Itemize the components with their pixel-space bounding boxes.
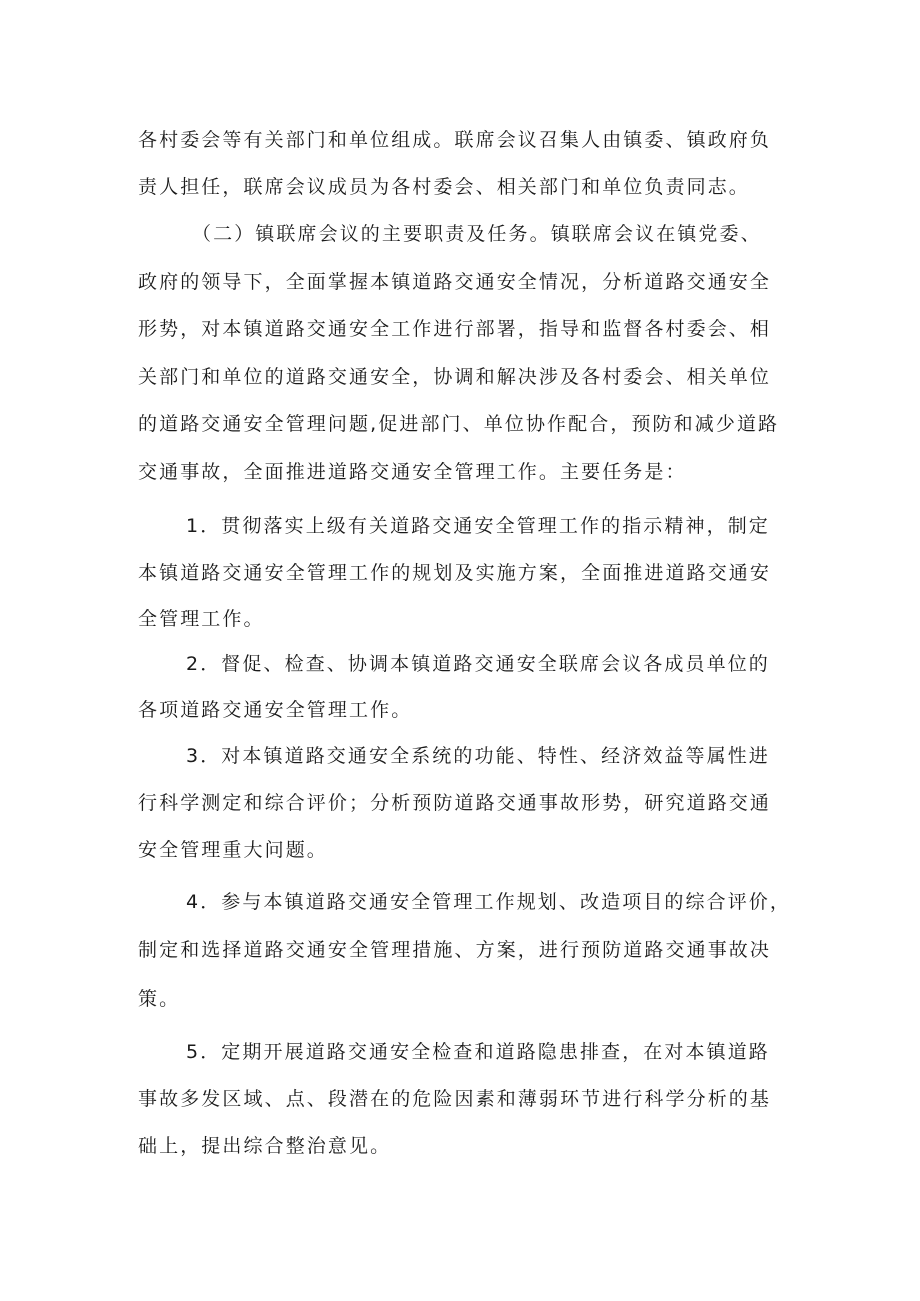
text-line: 政府的领导下，全面掌握本镇道路交通安全情况，分析道路交通安全 [138,271,772,293]
text-line: 各项道路交通安全管理工作。 [138,699,413,721]
text-line: 制定和选择道路交通安全管理措施、方案，进行预防道路交通事故决 [138,939,772,961]
text-line: （二）镇联席会议的主要职责及任务。镇联席会议在镇党委、 [192,223,762,245]
text-line: 础上，提出综合整治意见。 [138,1135,392,1157]
text-line: 全管理工作。 [138,608,265,630]
text-line: 责人担任，联席会议成员为各村委会、相关部门和单位负责同志。 [138,176,750,198]
text-line: 4．参与本镇道路交通安全管理工作规划、改造项目的综合评价， [186,891,791,913]
text-line: 形势，对本镇道路交通安全工作进行部署，指导和监督各村委会、相 [138,318,772,340]
text-line: 关部门和单位的道路交通安全，协调和解决涉及各村委会、相关单位 [138,366,772,388]
text-line: 策。 [138,988,181,1010]
text-line: 的道路交通安全管理问题,促进部门、单位协作配合，预防和减少道路 [138,413,780,435]
text-line: 事故多发区域、点、段潜在的危险因素和薄弱环节进行科学分析的基 [138,1088,772,1110]
text-line: 交通事故，全面推进道路交通安全管理工作。主要任务是： [138,461,687,483]
text-line: 本镇道路交通安全管理工作的规划及实施方案，全面推进道路交通安 [138,562,772,584]
text-line: 各村委会等有关部门和单位组成。联席会议召集人由镇委、镇政府负 [138,129,772,151]
text-line: 行科学测定和综合评价；分析预防道路交通事故形势，研究道路交通 [138,792,772,814]
text-line: 安全管理重大问题。 [138,839,328,861]
text-line: 2．督促、检查、协调本镇道路交通安全联席会议各成员单位的 [186,653,770,675]
text-line: 5．定期开展道路交通安全检查和道路隐患排查，在对本镇道路 [186,1041,770,1063]
text-line: 1．贯彻落实上级有关道路交通安全管理工作的指示精神，制定 [186,515,770,537]
text-line: 3．对本镇道路交通安全系统的功能、特性、经济效益等属性进 [186,745,770,767]
